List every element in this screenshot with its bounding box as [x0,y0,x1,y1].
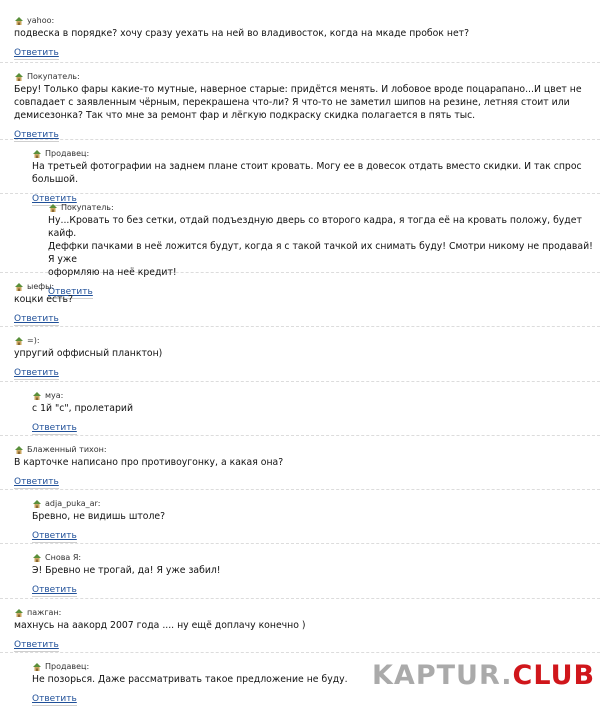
user-house-icon [14,336,24,346]
reply-link[interactable]: Ответить [48,287,93,297]
reply-link[interactable]: Ответить [14,640,59,650]
comment-author: Снова Я: [45,553,82,562]
comment-text-line: Не позорься. Даже рассматривать такое предложение не буду. [32,674,348,685]
comment-text [32,564,600,577]
comment-text-line: с 1й "с", пролетарий [32,403,133,414]
comment-item [32,497,600,543]
comment-header [32,389,600,402]
comment-text-line: упругий оффисный планктон) [14,348,163,359]
user-house-icon [14,608,24,618]
comment-text-line: оформляю на неё кредит! [48,267,177,278]
comment-text [48,214,600,279]
comment-text-line: махнусь на аакорд 2007 года .... ну ещё доплачу конечно ) [14,620,306,631]
comment-item [14,280,600,326]
comment-item [32,389,600,435]
comment-divider [0,435,600,436]
user-house-icon [32,662,42,672]
watermark-text-main: KAPTUR [372,660,502,691]
comment-text [14,347,600,360]
comment-header [48,201,600,214]
comment-author: Продавец: [45,662,90,671]
comment-author: ыефы: [27,282,55,291]
comment-divider [0,326,600,327]
comment-text-line: коцки есть? [14,294,73,305]
reply-link[interactable]: Ответить [14,477,59,487]
comment-author: adja_puka_ar: [45,499,101,508]
comment-item [14,14,600,60]
user-house-icon [32,553,42,563]
comment-item [14,606,600,652]
comment-text-line: В карточке написано про противоугонку, а какая она? [14,457,284,468]
watermark-text-accent: CLUB [512,660,596,691]
comment-divider [0,489,600,490]
user-house-icon [32,149,42,159]
reply-link[interactable]: Ответить [14,368,59,378]
comment-text [32,402,600,415]
user-house-icon [32,391,42,401]
reply-link[interactable]: Ответить [32,194,77,204]
comment-text [14,456,600,469]
comment-text [14,83,600,122]
user-house-icon [14,72,24,82]
comment-header [14,14,600,27]
comment-divider [0,598,600,599]
comment-text [32,160,600,186]
comment-item [32,147,600,206]
comment-header [14,606,600,619]
comment-text-line: Ну...Кровать то без сетки, отдай подъездную дверь со второго кадра, я тогда её на кровать положу, будет кайф. [48,215,582,239]
comment-text-line: Деффки пачками в неё ложится будут, когда я с такой тачкой их снимать буду! Смотри никому не продавай! Я уже [48,241,593,265]
comment-text-line: совпадает с заявленным чёрным, перекрашена что-ли? Я что-то не заметил шипов на резине, летняя стоит или [14,97,570,108]
comment-author: пажган: [27,608,62,617]
comment-header [14,70,600,83]
site-watermark [372,660,596,691]
comment-text-line: Бревно, не видишь штоле? [32,511,166,522]
user-house-icon [48,203,58,213]
comment-item [14,334,600,380]
comment-header [14,443,600,456]
reply-link[interactable]: Ответить [14,314,59,324]
comment-text-line: Беру! Только фары какие-то мутные, наверное старые: придётся менять. И лобовое вроде поцарапано...И цвет не [14,84,582,95]
comment-header [14,280,600,293]
reply-link[interactable]: Ответить [14,48,59,58]
comment-header [32,497,600,510]
comment-author: муа: [45,391,64,400]
comment-divider [0,381,600,382]
comment-header [14,334,600,347]
comment-text [14,27,600,40]
comment-text [32,510,600,523]
comment-author: Блаженный тихон: [27,445,107,454]
comment-divider [0,652,600,653]
user-house-icon [32,499,42,509]
comment-text-line: подвеска в порядке? хочу сразу уехать на ней во владивосток, когда на мкаде пробок нет? [14,28,470,39]
watermark-dot: . [501,660,513,691]
comment-divider [0,543,600,544]
comment-text [14,293,600,306]
comment-text [14,619,600,632]
comment-header [32,147,600,160]
reply-link[interactable]: Ответить [14,130,59,140]
comment-text-line: демисезонка? Так что мне за ремонт фар и лёгкую подкраску скидка полагается в пять тыс. [14,110,476,121]
comment-author: =): [27,336,40,345]
comment-author: Покупатель: [27,72,80,81]
user-house-icon [14,16,24,26]
comment-author: Продавец: [45,149,90,158]
reply-link[interactable]: Ответить [32,423,77,433]
comment-author: Покупатель: [61,203,114,212]
comment-divider [0,62,600,63]
reply-link[interactable]: Ответить [32,694,77,704]
comment-text-line: Э! Бревно не трогай, да! Я уже забил! [32,565,221,576]
comment-text-line: На третьей фотографии на заднем плане стоит кровать. Могу ее в довесок отдать вместо скидки. И так спрос большой. [32,161,582,185]
reply-link[interactable]: Ответить [32,531,77,541]
comment-item [14,443,600,489]
reply-link[interactable]: Ответить [32,585,77,595]
comment-header [32,551,600,564]
comment-item [14,70,600,142]
user-house-icon [14,445,24,455]
comment-item [32,551,600,597]
comment-author: yahoo: [27,16,55,25]
user-house-icon [14,282,24,292]
